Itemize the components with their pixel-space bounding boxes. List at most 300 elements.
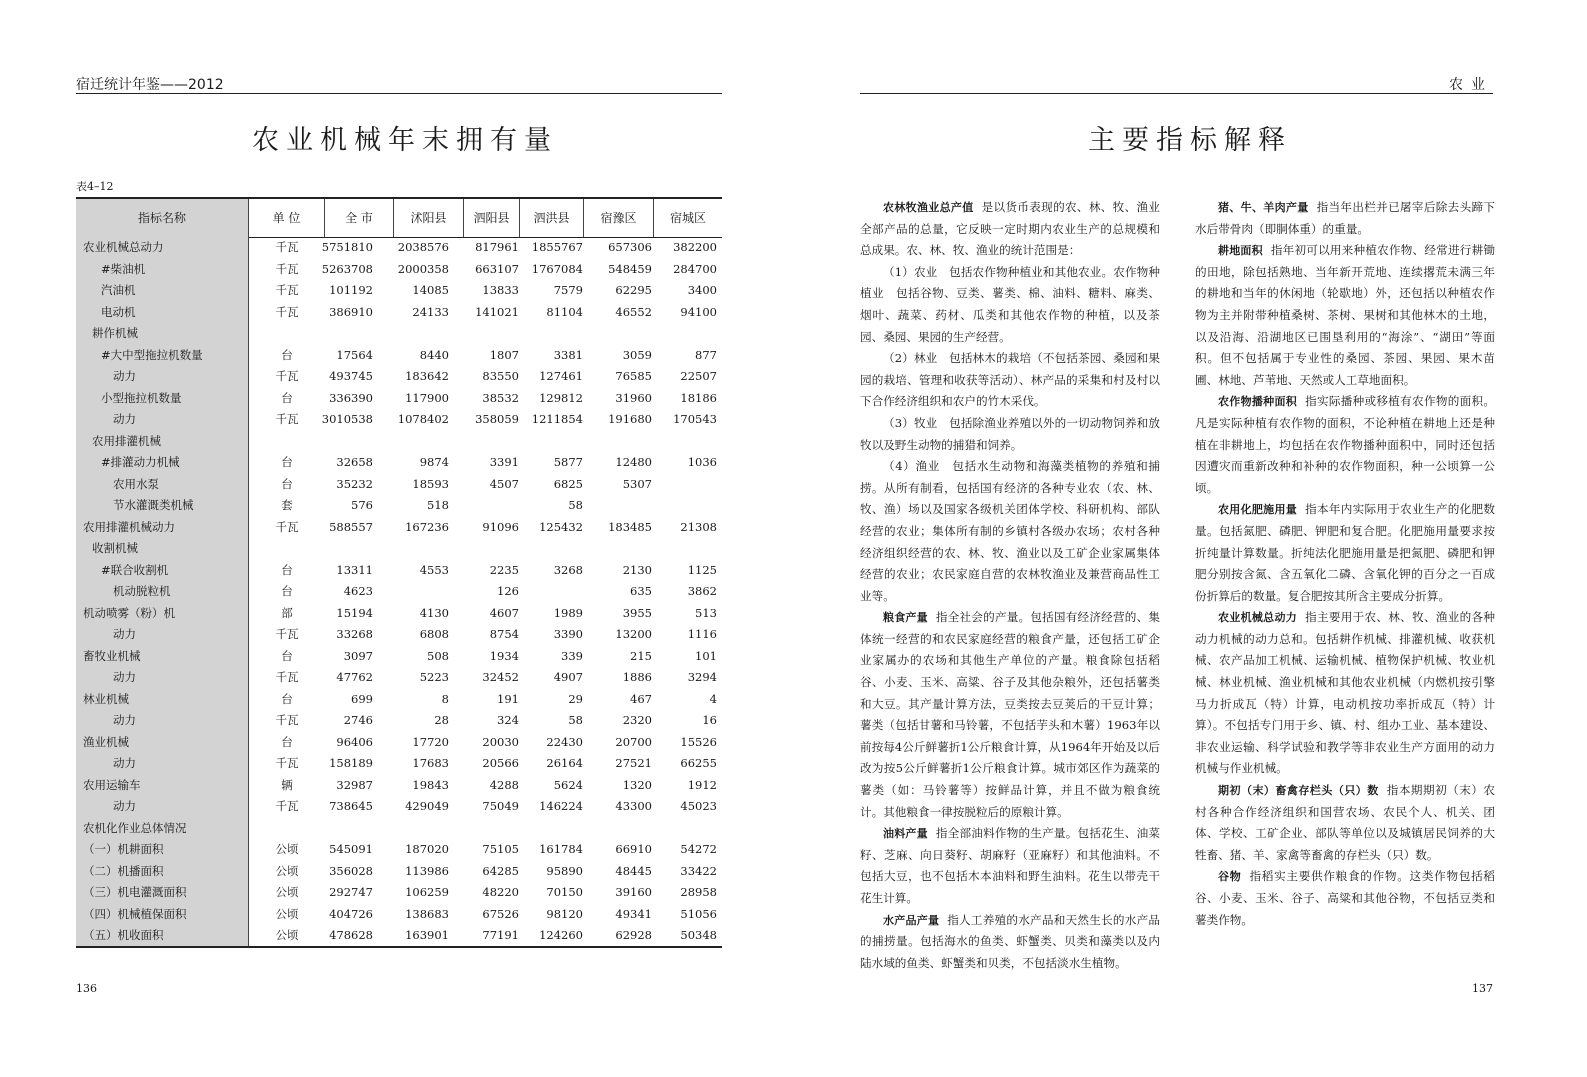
table-cell: 4 — [709, 691, 717, 706]
table-cell: 3059 — [622, 347, 652, 362]
row-unit: 台 — [281, 734, 293, 749]
table-cell: 15194 — [336, 605, 373, 620]
table-cell: 1767084 — [531, 261, 583, 276]
table-cell: 17720 — [412, 734, 449, 749]
table-cell: 292747 — [329, 885, 373, 899]
table-cell: 76585 — [615, 369, 652, 383]
table-cell: 2000358 — [397, 261, 449, 276]
table-cell: 14085 — [412, 283, 449, 297]
row-label: 动力 — [113, 670, 136, 684]
row-unit: 台 — [281, 584, 293, 598]
table-cell: 24133 — [412, 304, 449, 319]
table-cell: 83550 — [482, 369, 519, 383]
table-cell: 46552 — [615, 304, 652, 319]
table-cell: 19843 — [412, 777, 449, 792]
table-cell: 817961 — [475, 240, 519, 254]
table-cell: 70150 — [546, 885, 583, 899]
table-cell: 64285 — [482, 863, 519, 878]
table-cell: 1912 — [687, 777, 717, 792]
table-cell: 429049 — [405, 799, 449, 813]
table-cell: 3010538 — [321, 412, 373, 426]
page-number: 137 — [1472, 982, 1493, 995]
definition-paragraph — [860, 823, 1160, 909]
table-cell: 66910 — [615, 842, 652, 856]
table-cell: 493745 — [329, 369, 373, 383]
row-unit: 千瓦 — [275, 799, 299, 813]
row-label: 机动脱粒机 — [113, 584, 171, 598]
table-cell: 15526 — [680, 734, 717, 749]
table-cell: 48445 — [615, 863, 652, 878]
running-head: 宿迁统计年鉴——2012 — [76, 77, 224, 93]
row-label: （三）机电灌溉面积 — [83, 885, 187, 899]
table-cell: 20566 — [482, 756, 519, 770]
table-cell: 18186 — [680, 390, 717, 405]
table-cell: 17564 — [336, 347, 373, 362]
definition-term: 期初（末）畜禽存栏头（只）数 — [1218, 784, 1379, 798]
table-cell: 20030 — [482, 734, 519, 749]
row-unit: 公顷 — [275, 842, 299, 856]
page-number: 136 — [76, 982, 97, 995]
definition-text: 指主要用于农、林、牧、渔业的各种动力机械的动力总和。包括耕作机械、排灌机械、收获机械、农产品加工机械、运输机械、植物保护机械、牧业机械、林业机械、渔业机械和其他农业机械（内燃机按引擎马力折成瓦（特）计算，电动机按功率折成瓦（特）计算）。不包括专门用于乡、镇、村、组办工业、基本建设、非农业运输、科学试验和教学等非农业生产方面用的动力机械与作业机械。 — [1195, 610, 1496, 776]
table-row — [76, 667, 722, 689]
definition-paragraph — [860, 910, 1160, 975]
table-row — [76, 237, 722, 259]
row-label: 动力 — [113, 713, 136, 727]
table-cell: 124260 — [539, 928, 583, 942]
row-unit: 千瓦 — [275, 412, 299, 426]
table-cell: 1855767 — [531, 240, 583, 254]
table-cell: 58 — [568, 713, 583, 727]
row-unit: 台 — [281, 390, 293, 405]
table-cell: 13833 — [482, 283, 519, 297]
row-label: 电动机 — [101, 304, 136, 319]
table-cell: 3955 — [622, 605, 652, 620]
definition-paragraph — [860, 348, 1160, 413]
table-row — [76, 345, 722, 367]
definition-term: 猪、牛、羊肉产量 — [1218, 201, 1309, 214]
table-cell: 336390 — [329, 390, 373, 405]
table-cell: 22430 — [546, 734, 583, 749]
table-cell: 170543 — [673, 412, 717, 426]
table-cell: 32452 — [482, 670, 519, 684]
table-cell: 28958 — [680, 885, 717, 899]
row-label: 农用排灌机械 — [92, 433, 161, 448]
definition-paragraph — [860, 413, 1160, 456]
table-cell: 96406 — [336, 734, 373, 749]
row-unit: 千瓦 — [275, 756, 299, 770]
table-cell: 2746 — [343, 713, 373, 727]
table-cell: 45023 — [680, 799, 717, 813]
row-label: #柴油机 — [101, 261, 146, 276]
table-cell: 62928 — [615, 928, 652, 942]
table-cell: 129812 — [539, 390, 583, 405]
table-row — [76, 818, 722, 840]
table-cell: 101192 — [329, 283, 373, 297]
table-cell: 5307 — [622, 476, 652, 491]
table-cell: 1125 — [687, 562, 717, 577]
definition-term: 农作物播种面积 — [1218, 395, 1298, 409]
table-cell: 5624 — [553, 777, 583, 792]
column-header: 指标名称 — [76, 199, 249, 237]
table-row — [76, 796, 722, 818]
definition-paragraph — [860, 197, 1160, 262]
table-row — [76, 517, 722, 539]
row-label: 小型拖拉机数量 — [101, 390, 182, 405]
table-cell: 7579 — [553, 283, 583, 297]
definition-paragraph — [1195, 866, 1495, 931]
table-cell: 12480 — [615, 455, 652, 469]
table-cell: 339 — [561, 648, 583, 663]
row-label: #联合收割机 — [101, 562, 169, 577]
table-cell: 13200 — [615, 627, 652, 641]
table-cell: 1886 — [622, 670, 652, 684]
row-unit: 千瓦 — [275, 713, 299, 727]
text-column-1 — [860, 197, 1160, 974]
table-cell: 508 — [427, 648, 449, 663]
definition-paragraph — [860, 456, 1160, 607]
table-cell: 1807 — [489, 347, 519, 362]
table-cell: 141021 — [475, 304, 519, 319]
definition-paragraph — [1195, 197, 1495, 240]
table-cell: 3862 — [687, 584, 717, 598]
definition-term: 农业机械总动力 — [1218, 611, 1298, 625]
table-cell: 13311 — [336, 562, 373, 577]
table-row — [76, 452, 722, 474]
column-header: 沭阳县 — [394, 199, 464, 237]
definition-text: 指稻实主要供作粮食的作物。这类作物包括稻谷、小麦、玉米、谷子、高粱和其他谷物，不包括豆类和薯类作物。 — [1195, 869, 1496, 927]
definition-term: 农用化肥施用量 — [1218, 503, 1298, 517]
table-cell: 215 — [630, 648, 652, 663]
row-unit: 套 — [281, 498, 293, 512]
table-cell: 17683 — [412, 756, 449, 770]
table-row — [76, 646, 722, 668]
table-cell: 518 — [427, 498, 449, 512]
definition-text: （3）牧业 包括除渔业养殖以外的一切动物饲养和放牧以及野生动物的捕猎和饲养。 — [860, 415, 1160, 452]
row-label: 农用排灌机械动力 — [83, 519, 175, 534]
table-cell: 4288 — [489, 777, 519, 792]
left-page — [0, 0, 790, 1077]
table-cell: 21308 — [680, 519, 717, 534]
row-label: 农用水泵 — [113, 476, 159, 491]
table-cell: 4607 — [489, 605, 519, 620]
table-cell: 4907 — [553, 670, 583, 684]
definition-paragraph — [1195, 391, 1495, 499]
definition-text: （4）渔业 包括水生动物和海藻类植物的养殖和捕捞。从所有制看，包括国有经济的各种专业农（农、林、牧、渔）场以及国家各级机关团体学校、科研机构、部队经营的农业；集体所有制的乡镇村各级办农场；农村各种经济组织经营的农、林、牧、渔业以及工矿企业家属集体经营的农业；农民家庭自营的农林牧渔业及兼营商品性工业等。 — [860, 459, 1160, 603]
table-row — [76, 366, 722, 388]
table-cell: 513 — [695, 605, 717, 620]
table-cell: 127461 — [539, 369, 583, 383]
table-cell: 16 — [702, 713, 717, 727]
text-column-2 — [1195, 197, 1495, 931]
definition-paragraph — [1195, 607, 1495, 780]
definition-text: 指本期期初（末）农村各种合作经济组织和国营农场、农民个人、机关、团体、学校、工矿企业、部队等单位以及城镇居民饲养的大牲畜、猪、羊、家禽等畜禽的存栏头（只）数。 — [1195, 783, 1495, 862]
table-cell: 382200 — [673, 240, 717, 254]
definition-paragraph — [1195, 780, 1495, 866]
table-row — [76, 560, 722, 582]
row-label: 农业机械总动力 — [83, 240, 164, 254]
table-cell: 62295 — [615, 283, 652, 297]
machinery-table — [76, 197, 722, 948]
table-cell: 39160 — [615, 885, 652, 899]
table-cell: 54272 — [680, 842, 717, 856]
row-label: 耕作机械 — [92, 326, 138, 340]
row-unit: 台 — [281, 648, 293, 663]
column-header: 泗洪县 — [520, 199, 584, 237]
table-row — [76, 710, 722, 732]
row-label: （二）机播面积 — [83, 863, 164, 878]
row-unit: 千瓦 — [275, 261, 299, 276]
table-cell: 1320 — [622, 777, 652, 792]
table-cell: 49341 — [615, 906, 652, 921]
table-cell: 1036 — [687, 455, 717, 469]
table-row — [76, 302, 722, 324]
definition-term: 水产品产量 — [883, 913, 940, 927]
table-cell: 4130 — [419, 605, 449, 620]
table-cell: 161784 — [539, 842, 583, 856]
row-unit: 辆 — [281, 777, 293, 792]
table-cell: 8440 — [419, 347, 449, 362]
row-label: 汽油机 — [101, 283, 136, 297]
definition-text: 是以货币表现的农、林、牧、渔业全部产品的总量，它反映一定时期内农业生产的总规模和总成果。农、林、牧、渔业的统计范围是： — [860, 200, 1160, 258]
table-row — [76, 495, 722, 517]
table-row — [76, 775, 722, 797]
table-cell: 1078402 — [397, 412, 449, 426]
table-row — [76, 861, 722, 883]
table-cell: 50348 — [680, 928, 717, 942]
table-cell: 3391 — [489, 455, 519, 469]
row-label: 渔业机械 — [83, 734, 129, 749]
table-cell: 28 — [434, 713, 449, 727]
table-cell: 386910 — [329, 304, 373, 319]
table-cell: 138683 — [405, 906, 449, 921]
table-cell: 4553 — [419, 562, 449, 577]
table-row — [76, 323, 722, 345]
table-cell: 588557 — [329, 519, 373, 534]
table-row — [76, 409, 722, 431]
table-cell: 187020 — [405, 842, 449, 856]
table-cell: 358059 — [475, 412, 519, 426]
table-cell: 66255 — [680, 756, 717, 770]
table-cell: 27521 — [615, 756, 652, 770]
table-cell: 5751810 — [321, 240, 373, 254]
table-cell: 2320 — [622, 713, 652, 727]
table-cell: 191 — [497, 691, 519, 706]
table-cell: 2038576 — [397, 240, 449, 254]
row-label: 农用运输车 — [83, 777, 141, 792]
table-cell: 324 — [497, 713, 519, 727]
table-cell: 20700 — [615, 734, 652, 749]
table-cell: 67526 — [482, 906, 519, 921]
row-label: 动力 — [113, 412, 136, 426]
table-cell: 167236 — [405, 519, 449, 534]
row-label: 动力 — [113, 369, 136, 383]
definition-text: 指当年出栏并已屠宰后除去头蹄下水后带骨肉（即胴体重）的重量。 — [1195, 200, 1495, 236]
row-label: 林业机械 — [83, 691, 129, 706]
column-header: 全 市 — [325, 199, 394, 237]
table-cell: 183642 — [405, 369, 449, 383]
table-cell: 146224 — [539, 799, 583, 813]
table-cell: 18593 — [412, 476, 449, 491]
row-label: （一）机耕面积 — [83, 842, 164, 856]
row-unit: 千瓦 — [275, 283, 299, 297]
table-cell: 3390 — [553, 627, 583, 641]
column-header: 宿城区 — [654, 199, 722, 237]
table-row — [76, 925, 722, 947]
table-cell: 5263708 — [321, 261, 373, 276]
table-cell: 32987 — [336, 777, 373, 792]
running-head: 农业 — [1449, 77, 1493, 93]
table-cell: 657306 — [608, 240, 652, 254]
right-page — [790, 0, 1587, 1077]
table-cell: 3268 — [553, 562, 583, 577]
table-row — [76, 538, 722, 560]
definition-text: 指全社会的产量。包括国有经济经营的、集体统一经营的和农民家庭经营的粮食产量，还包括工矿企业家属办的农场和其他生产单位的产量。粮食除包括稻谷、小麦、玉米、高粱、谷子及其他杂粮外，还包括薯类和大豆。其产量计算方法，豆类按去豆荚后的干豆计算；薯类（包括甘薯和马铃薯，不包括芋头和木薯）1963年以前按每4公斤鲜薯折1公斤粮食计算，从1964年开始及以后改为按5公斤鲜薯折1公斤粮食计算。城市郊区作为蔬菜的薯类（如：马铃薯等）按鲜品计算，并且不做为粮食统计。其他粮食一律按脱粒后的原粮计算。 — [860, 610, 1160, 819]
definition-term: 粮食产量 — [883, 611, 928, 625]
row-unit: 台 — [281, 562, 293, 577]
table-row — [76, 624, 722, 646]
table-row — [76, 388, 722, 410]
table-cell: 77191 — [482, 928, 519, 942]
definition-term: 油料产量 — [883, 827, 928, 841]
table-row — [76, 689, 722, 711]
row-unit: 千瓦 — [275, 627, 299, 641]
table-cell: 106259 — [405, 885, 449, 899]
table-cell: 3097 — [343, 648, 373, 663]
table-cell: 58 — [568, 498, 583, 512]
row-label: 节水灌溉类机械 — [113, 498, 194, 512]
table-row — [76, 474, 722, 496]
definition-text: （2）林业 包括林木的栽培（不包括茶园、桑园和果园的栽培、管理和收获等活动）、林产品的采集和村及村以下合作经济组织和农户的竹木采伐。 — [860, 351, 1160, 409]
table-cell: 545091 — [329, 842, 373, 856]
table-header — [76, 199, 722, 238]
table-cell: 48220 — [482, 885, 519, 899]
table-cell: 8 — [441, 691, 449, 706]
row-unit: 台 — [281, 691, 293, 706]
definition-text: 指全部油料作物的生产量。包括花生、油菜籽、芝麻、向日葵籽、胡麻籽（亚麻籽）和其他油料。不包括大豆，也不包括木本油料和野生油料。花生以带壳干花生计算。 — [860, 826, 1160, 905]
table-cell: 98120 — [546, 906, 583, 921]
table-cell: 9874 — [419, 455, 449, 469]
row-label: 农机化作业总体情况 — [83, 820, 187, 835]
table-cell: 26164 — [546, 756, 583, 770]
table-cell: 33422 — [680, 863, 717, 878]
table-cell: 38532 — [482, 390, 519, 405]
table-cell: 32658 — [336, 455, 373, 469]
table-cell: 635 — [630, 584, 652, 598]
table-cell: 8754 — [489, 627, 519, 641]
table-row — [76, 839, 722, 861]
table-row — [76, 280, 722, 302]
page-title: 主要指标解释 — [1088, 125, 1292, 156]
table-body — [76, 237, 722, 947]
table-cell: 6825 — [553, 476, 583, 491]
table-cell: 158189 — [329, 756, 373, 770]
table-cell: 125432 — [539, 519, 583, 534]
definition-term: 谷物 — [1218, 870, 1242, 884]
row-label: 动力 — [113, 799, 136, 813]
table-cell: 35232 — [336, 476, 373, 491]
row-label: 收割机械 — [92, 541, 138, 555]
table-cell: 576 — [351, 498, 373, 512]
table-cell: 284700 — [673, 261, 717, 276]
table-number: 表4–12 — [76, 180, 114, 193]
row-unit: 千瓦 — [275, 304, 299, 319]
definition-paragraph — [860, 607, 1160, 823]
table-cell: 3400 — [687, 283, 717, 297]
row-label: （五）机收面积 — [83, 928, 164, 942]
table-row — [76, 431, 722, 453]
table-cell: 191680 — [608, 412, 652, 426]
table-cell: 29 — [568, 691, 583, 706]
table-cell: 356028 — [329, 863, 373, 878]
table-row — [76, 581, 722, 603]
table-cell: 4623 — [343, 584, 373, 598]
header-rule — [76, 93, 722, 94]
table-cell: 548459 — [608, 261, 652, 276]
definition-term: 农林牧渔业总产值 — [883, 201, 974, 214]
definition-text: （1）农业 包括农作物种植业和其他农业。农作物种植业 包括谷物、豆类、薯类、棉、油料、糖料、麻类、烟叶、蔬菜、药材、瓜类和其他农作物的种植，以及茶园、桑园、果园的生产经营。 — [860, 264, 1160, 344]
definition-text: 指实际播种或移植有农作物的面积。凡是实际种植有农作物的面积，不论种植在耕地上还是种植在非耕地上，均包括在农作物播种面积中，同时还包括因遭灾而重新改种和补种的农作物面积，种一公顷算一公顷。 — [1195, 394, 1496, 495]
row-unit: 公顷 — [275, 885, 299, 899]
column-header: 泗阳县 — [464, 199, 520, 237]
table-row — [76, 732, 722, 754]
row-unit: 千瓦 — [275, 240, 299, 254]
table-cell: 467 — [630, 691, 652, 706]
table-cell: 33268 — [336, 627, 373, 641]
row-unit: 台 — [281, 347, 293, 362]
header-rule — [860, 93, 1493, 94]
row-unit: 公顷 — [275, 928, 299, 942]
table-cell: 5877 — [553, 455, 583, 469]
table-cell: 699 — [351, 691, 373, 706]
table-cell: 31960 — [615, 390, 652, 405]
table-cell: 3294 — [687, 670, 717, 684]
row-label: 动力 — [113, 627, 136, 641]
row-label: 畜牧业机械 — [83, 648, 141, 663]
definition-paragraph — [1195, 240, 1495, 391]
page-title: 农业机械年末拥有量 — [252, 125, 558, 156]
row-unit: 部 — [281, 605, 293, 620]
row-unit: 公顷 — [275, 863, 299, 878]
table-row — [76, 753, 722, 775]
column-header: 宿豫区 — [584, 199, 654, 237]
table-row — [76, 882, 722, 904]
table-cell: 43300 — [615, 799, 652, 813]
table-cell: 877 — [695, 347, 717, 362]
table-cell: 183485 — [608, 519, 652, 534]
table-cell: 22507 — [680, 369, 717, 383]
definition-text: 指人工养殖的水产品和天然生长的水产品的捕捞量。包括海水的鱼类、虾蟹类、贝类和藻类以及内陆水域的鱼类、虾蟹类和贝类，不包括淡水生植物。 — [860, 912, 1161, 970]
definition-text: 指本年内实际用于农业生产的化肥数量。包括氮肥、磷肥、钾肥和复合肥。化肥施用量要求按折纯量计算数量。折纯法化肥施用量是把氮肥、磷肥和钾肥分别按含氮、含五氧化二磷、含氧化钾的百分之一百成份折算后的数量。复合肥按其所含主要成分折算。 — [1195, 502, 1496, 603]
definition-term: 耕地面积 — [1218, 244, 1263, 258]
table-cell: 5223 — [419, 670, 449, 684]
row-label: （四）机械植保面积 — [83, 906, 187, 921]
table-cell: 75049 — [482, 799, 519, 813]
table-cell: 101 — [695, 648, 717, 663]
row-label: 机动喷雾（粉）机 — [83, 605, 175, 620]
column-header: 单 位 — [249, 199, 325, 237]
table-cell: 3381 — [553, 347, 583, 362]
table-cell: 163901 — [405, 928, 449, 942]
table-cell: 51056 — [680, 906, 717, 921]
table-cell: 1211854 — [531, 412, 583, 426]
table-row — [76, 603, 722, 625]
table-cell: 75105 — [482, 842, 519, 856]
definition-paragraph — [860, 262, 1160, 348]
table-cell: 94100 — [680, 304, 717, 319]
table-cell: 404726 — [329, 906, 373, 921]
table-cell: 117900 — [405, 390, 449, 405]
row-label: #排灌动力机械 — [101, 455, 180, 469]
